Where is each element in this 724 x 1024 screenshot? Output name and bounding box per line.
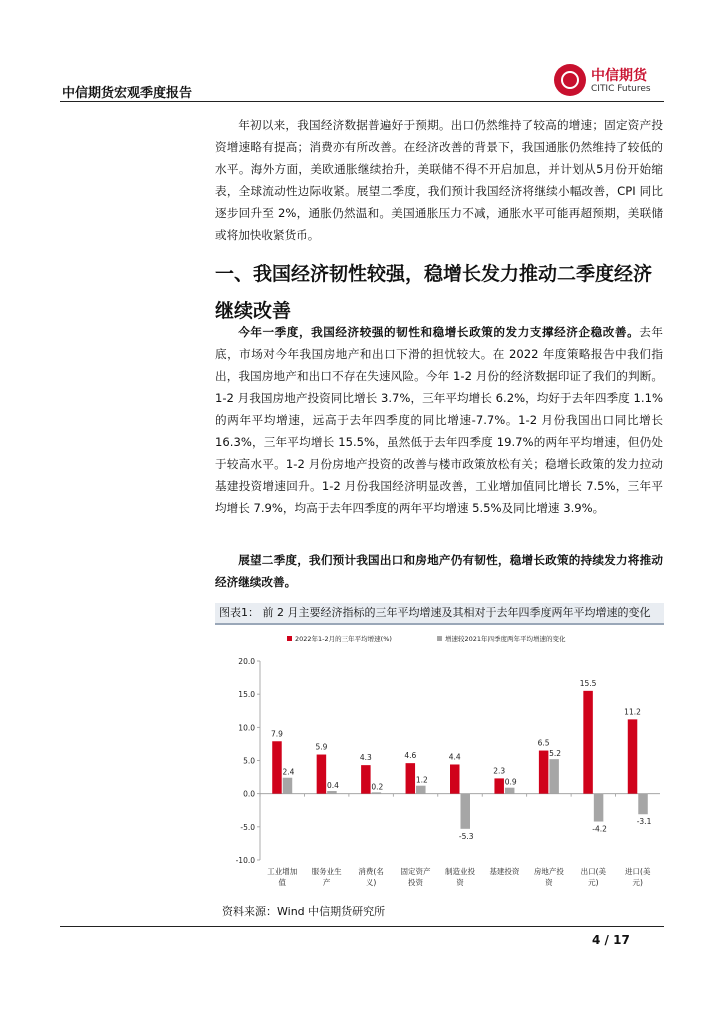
bar-change bbox=[416, 786, 426, 794]
bar-value-label: 6.5 bbox=[537, 738, 550, 748]
x-category-label: 消费(名 bbox=[358, 867, 384, 876]
bar-change bbox=[549, 759, 559, 793]
bar-three-year-avg bbox=[494, 778, 504, 793]
bar-value-label: 1.2 bbox=[415, 775, 428, 785]
page-number bbox=[592, 933, 630, 947]
footer-divider bbox=[60, 926, 664, 927]
y-tick-label: 15.0 bbox=[238, 690, 255, 700]
citic-futures-logo bbox=[554, 64, 664, 102]
header-divider bbox=[60, 101, 664, 102]
figure-source: 资料来源：Wind 中信期货研究所 bbox=[222, 905, 386, 918]
bar-three-year-avg bbox=[539, 751, 549, 794]
bar-value-label: 4.4 bbox=[448, 752, 461, 762]
section-heading: 一、我国经济韧性较强，稳增长发力推动二季度经济继续改善 bbox=[215, 263, 653, 322]
bar-value-label: 2.3 bbox=[493, 766, 506, 776]
bar-value-label: 0.2 bbox=[371, 782, 384, 792]
body-paragraph-2-text bbox=[215, 549, 663, 593]
bar-change bbox=[505, 788, 515, 794]
x-category-label: 基建投资 bbox=[489, 867, 520, 876]
bar-value-label: 5.9 bbox=[315, 742, 328, 752]
body-paragraph-1-text bbox=[215, 321, 663, 519]
bar-value-label: 5.2 bbox=[549, 749, 562, 759]
bar-change bbox=[594, 794, 604, 822]
y-tick-label: 5.0 bbox=[243, 756, 255, 766]
bar-change bbox=[327, 791, 337, 794]
bar-three-year-avg bbox=[583, 691, 593, 794]
body-paragraph-1 bbox=[215, 321, 663, 519]
bar-three-year-avg bbox=[450, 764, 460, 793]
logo-text-cn: 中信期货 bbox=[591, 68, 647, 84]
body-paragraph-2-lead: 展望二季度，我们预计我国出口和房地产仍有韧性，稳增长政策的持续发力将推动经济继续改善。 bbox=[215, 553, 663, 589]
bar-change bbox=[372, 792, 382, 793]
y-tick-label: -5.0 bbox=[240, 822, 255, 832]
y-tick-label: 10.0 bbox=[238, 723, 255, 733]
bar-value-label: -3.1 bbox=[636, 817, 652, 827]
y-tick-label: 20.0 bbox=[238, 657, 255, 666]
bar-value-label: 4.6 bbox=[404, 751, 417, 761]
page-total: 17 bbox=[613, 933, 630, 947]
x-category-label: 投资 bbox=[408, 878, 424, 887]
bar-three-year-avg bbox=[628, 719, 638, 793]
x-category-label: 进口(美 bbox=[625, 867, 651, 876]
x-category-label: 值 bbox=[278, 878, 286, 887]
page-current: 4 bbox=[592, 933, 601, 947]
legend-label-series-2: 增速较2021年四季度两年平均增速的变化 bbox=[445, 635, 566, 643]
bar-three-year-avg bbox=[272, 741, 282, 793]
body-paragraph-2 bbox=[215, 549, 663, 593]
x-category-label: 工业增加 bbox=[267, 867, 298, 876]
bar-change bbox=[638, 794, 648, 815]
x-category-label: 房地产投 bbox=[533, 867, 564, 876]
bar-value-label: 7.9 bbox=[271, 729, 283, 739]
x-category-label: 元) bbox=[632, 878, 643, 887]
bar-value-label: 11.2 bbox=[624, 707, 641, 717]
x-category-label: 服务业生 bbox=[311, 867, 342, 876]
bar-value-label: 0.9 bbox=[504, 777, 517, 787]
legend-swatch-series-2 bbox=[437, 636, 442, 641]
x-category-label: 义) bbox=[365, 878, 377, 887]
bar-value-label: 0.4 bbox=[326, 781, 339, 791]
bar-three-year-avg bbox=[361, 765, 371, 794]
x-category-label: 制造业投 bbox=[445, 867, 475, 876]
bar-three-year-avg bbox=[406, 763, 416, 794]
legend-swatch-series-1 bbox=[287, 636, 292, 641]
bar-value-label: 2.4 bbox=[282, 767, 295, 777]
intro-text: 年初以来，我国经济数据普遍好于预期。出口仍然维持了较高的增速；固定资产投资增速略有提高；消费亦有所改善。在经济改善的背景下，我国通胀仍然维持了较低的水平。海外方面，美欧通胀继续抬升，美联储不得不开启加息，并计划从5月份开始缩表，全球流动性边际收紧。展望二季度，我们预计我国经济将继续小幅改善，CPI 同比逐步回升至 2%，通胀仍然温和。美国通胀压力不减，通胀水平可能再超预期，美联储或将加快收紧货币。 bbox=[215, 118, 663, 242]
intro-paragraph bbox=[215, 114, 663, 246]
bar-value-label: -5.3 bbox=[458, 831, 474, 841]
x-category-label: 资 bbox=[456, 878, 464, 887]
figure-caption: 图表1： 前 2 月主要经济指标的三年平均增速及其相对于去年四季度两年平均增速的变化 bbox=[215, 603, 664, 625]
bar-chart bbox=[215, 624, 664, 902]
x-category-label: 元) bbox=[588, 878, 599, 887]
x-category-label: 出口(美 bbox=[580, 867, 607, 876]
legend-label-series-1: 2022年1-2月的三年平均增速(%) bbox=[295, 635, 392, 643]
x-category-label: 资 bbox=[545, 878, 553, 887]
x-category-label: 产 bbox=[322, 878, 331, 887]
bar-change bbox=[283, 778, 293, 794]
y-tick-label: -10.0 bbox=[235, 856, 255, 865]
x-category-label: 固定资产 bbox=[400, 867, 431, 876]
logo-text-en: CITIC Futures bbox=[591, 84, 651, 94]
bar-change bbox=[461, 794, 471, 829]
bar-value-label: 4.3 bbox=[359, 753, 372, 763]
bar-value-label: 15.5 bbox=[579, 678, 597, 688]
y-tick-label: 0.0 bbox=[243, 789, 255, 799]
report-header-title: 中信期货宏观季度报告 bbox=[62, 86, 193, 101]
page-separator: / bbox=[604, 933, 609, 947]
body-paragraph-1-lead: 今年一季度，我国经济较强的韧性和稳增长政策的发力支撑经济企稳改善。 bbox=[238, 325, 640, 339]
citic-logo-icon bbox=[554, 64, 586, 96]
bar-value-label: -4.2 bbox=[592, 824, 607, 834]
body-paragraph-1-rest: 去年底，市场对今年我国房地产和出口下滑的担忧较大。在 2022 年度策略报告中我们指出，我国房地产和出口不存在失速风险。今年 1-2 月份的经济数据印证了我们的判断。1-2 月我国房地产投资同比增长 3.7%，三年平均增长 6.2%，均好于去年四季度 1.1%的两年平均增速，远高于去年四季度的同比增速-7.7%。1-2 月份我国出口同比增长 16.3%，三年平均增长 15.5%，虽然低于去年四季度 19.7%的两年平均增速，但仍处于较高水平。1-2 月份房地产投资的改善与楼市政策放松有关；稳增长政策的发力拉动基建投资增速回升。1-2 月份我国经济明显改善，工业增加值同比增长 7.5%，三年平均增长 7.9%，均高于去年四季度的两年平均增速 5.5%及同比增速 3.9%。 bbox=[215, 325, 663, 515]
bar-three-year-avg bbox=[317, 755, 327, 794]
